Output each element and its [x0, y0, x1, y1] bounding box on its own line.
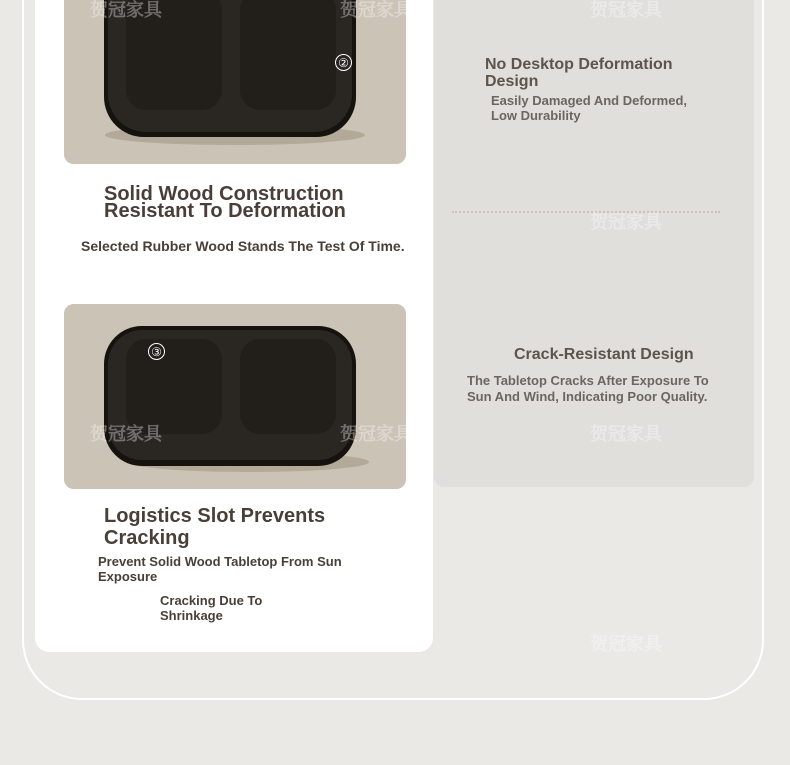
right-item1-desc-line2: Low Durability [491, 108, 581, 123]
feature3-desc2-line1: Cracking Due To [160, 593, 263, 608]
feature3-desc1-line1: Prevent Solid Wood Tabletop From Sun [98, 554, 342, 569]
watermark: 贺冠家具 [90, 424, 162, 444]
watermark: 贺冠家具 [340, 424, 412, 444]
feature3-desc2-line2: Shrinkage [160, 608, 223, 623]
tray-image-2 [64, 304, 406, 489]
feature3-desc1-line2: Exposure [98, 569, 158, 584]
right-item1-title-line2: Design [485, 73, 539, 90]
badge-three: ③ [148, 343, 165, 360]
watermark: 贺冠家具 [590, 424, 662, 444]
tray-photo-top [64, 0, 406, 164]
watermark: 贺冠家具 [590, 212, 662, 232]
feature2-title-line2: Resistant To Deformation [104, 200, 346, 222]
watermark: 贺冠家具 [90, 0, 162, 20]
right-comparison-panel [434, 0, 754, 487]
dotted-divider [452, 211, 720, 213]
right-item1-desc-line1: Easily Damaged And Deformed, [491, 93, 688, 108]
right-item2-title: Crack-Resistant Design [514, 346, 694, 363]
feature2-title-line1: Solid Wood Construction [104, 183, 344, 205]
right-item2-desc-line2: Sun And Wind, Indicating Poor Quality. [467, 389, 708, 404]
badge-two: ② [335, 54, 352, 71]
tray-photo-bottom [64, 304, 406, 489]
watermark: 贺冠家具 [590, 0, 662, 20]
right-item2-desc-line1: The Tabletop Cracks After Exposure To [467, 373, 709, 388]
feature2-description: Selected Rubber Wood Stands The Test Of Time. [81, 238, 405, 254]
watermark: 贺冠家具 [590, 634, 662, 654]
watermark: 贺冠家具 [340, 0, 412, 20]
feature3-title-line1: Logistics Slot Prevents [104, 505, 326, 527]
tray-image [64, 0, 406, 164]
feature3-title-line2: Cracking [104, 527, 190, 549]
right-item1-title-line1: No Desktop Deformation [485, 56, 673, 73]
